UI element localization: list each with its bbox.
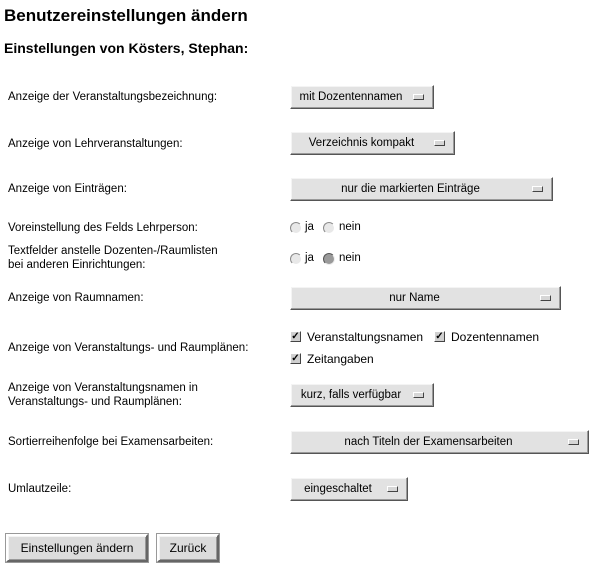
select-value: Verzeichnis kompakt (308, 137, 415, 149)
select-veranstaltungsbezeichnung[interactable] (290, 85, 434, 109)
label-textfelder-1: Textfelder anstelle Dozenten-/Raumlisten (8, 245, 218, 257)
select-value: kurz, falls verfügbar (300, 389, 402, 401)
checkbox-zeitangaben[interactable]: ✓ (291, 353, 300, 364)
option-menu-icon (568, 439, 579, 445)
radio-label-ja: ja (305, 252, 314, 264)
label-raumnamen: Anzeige von Raumnamen: (8, 292, 144, 304)
select-value: mit Dozentennamen (299, 91, 403, 103)
checkbox-label-veranstaltungsnamen: Veranstaltungsnamen (307, 330, 424, 344)
radio-label-ja: ja (305, 221, 314, 233)
radio-lehrperson-nein[interactable] (323, 222, 335, 234)
option-menu-icon (413, 392, 424, 398)
save-settings-button[interactable]: Einstellungen ändern (6, 534, 148, 562)
label-plaene: Anzeige von Veranstaltungs- und Raumplänen: (8, 342, 249, 354)
checkbox-veranstaltungsnamen[interactable]: ✓ (291, 331, 300, 342)
select-value: nur die markierten Einträge (341, 183, 480, 195)
option-menu-icon (434, 140, 445, 146)
option-menu-icon (532, 186, 543, 192)
select-lehrveranstaltungen[interactable] (290, 131, 455, 155)
back-button[interactable]: Zurück (157, 534, 219, 562)
label-veranstaltungsnamen-1: Anzeige von Veranstaltungsnamen in (8, 382, 198, 394)
select-veranstaltungsnamen[interactable] (290, 383, 434, 407)
label-veranstaltungsnamen-2: Veranstaltungs- und Raumplänen: (8, 396, 182, 408)
option-menu-icon (540, 295, 551, 301)
label-sortierung: Sortierreihenfolge bei Examensarbeiten: (8, 436, 214, 448)
page-title: Benutzereinstellungen ändern (4, 6, 248, 25)
radio-lehrperson-ja[interactable] (290, 222, 302, 234)
select-value: eingeschaltet (304, 483, 372, 495)
label-textfelder-2: bei anderen Einrichtungen: (8, 259, 146, 271)
radio-textfelder-ja[interactable] (290, 253, 302, 265)
label-veranstaltungsbezeichnung: Anzeige der Veranstaltungsbezeichnung: (8, 91, 218, 103)
select-value: nach Titeln der Examensarbeiten (344, 436, 513, 448)
radio-textfelder-nein[interactable] (323, 253, 335, 265)
checkbox-dozentennamen[interactable]: ✓ (435, 331, 444, 342)
label-umlautzeile: Umlautzeile: (8, 483, 72, 495)
select-umlautzeile[interactable] (290, 477, 408, 501)
label-lehrperson: Voreinstellung des Felds Lehrperson: (8, 222, 198, 234)
checkbox-label-zeitangaben: Zeitangaben (307, 352, 374, 366)
radio-label-nein: nein (339, 252, 361, 264)
label-lehrveranstaltungen: Anzeige von Lehrveranstaltungen: (8, 138, 183, 150)
label-eintraege: Anzeige von Einträgen: (8, 183, 127, 195)
checkbox-label-dozentennamen: Dozentennamen (451, 330, 540, 344)
radio-label-nein: nein (339, 221, 361, 233)
select-raumnamen[interactable] (290, 286, 561, 310)
option-menu-icon (387, 486, 398, 492)
select-eintraege[interactable] (290, 177, 553, 201)
page-subtitle: Einstellungen von Kösters, Stephan: (4, 40, 249, 56)
option-menu-icon (413, 94, 424, 100)
select-value: nur Name (389, 292, 440, 304)
select-sortierung[interactable] (290, 430, 589, 454)
